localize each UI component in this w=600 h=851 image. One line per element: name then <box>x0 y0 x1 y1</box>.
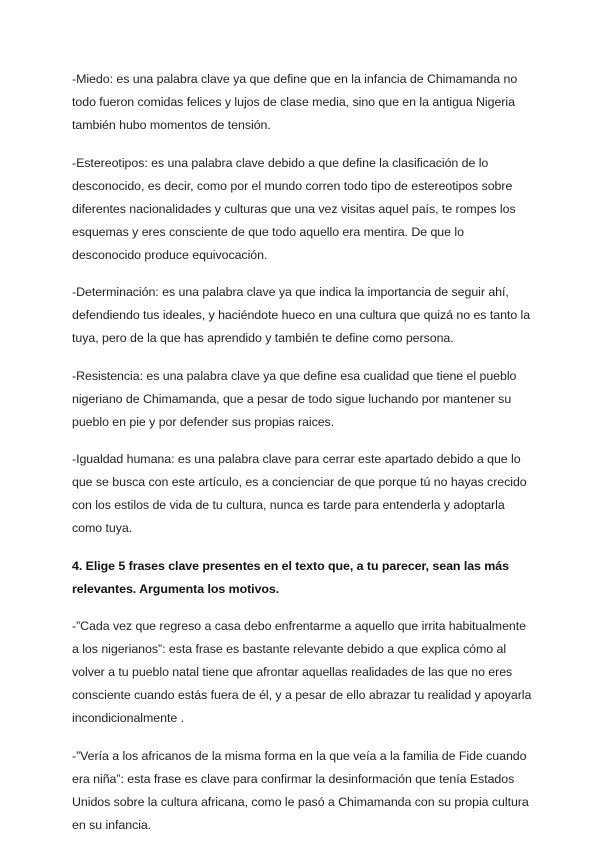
paragraph-resistencia: -Resistencia: es una palabra clave ya que define esa cualidad que tiene el pueblo nigeriano de Chimamanda, que a pesar de todo sigue luchando por mantener su pueblo en pie y por defender sus propias raices. <box>72 368 517 429</box>
paragraph-igualdad-humana: -Igualdad humana: es una palabra clave para cerrar este apartado debido a que lo que se busca con este artículo, es a concienciar de que porque tú no hayas crecido con los estilos de vida de tu cultura, nunca es tarde para entenderla y adoptarla como tuya. <box>72 452 527 535</box>
paragraph-miedo: -Miedo: es una palabra clave ya que define que en la infancia de Chimamanda no todo fueron comidas felices y lujos de clase media, sino que en la antigua Nigeria también hubo momentos de tensión. <box>72 72 518 132</box>
document-body <box>72 68 534 851</box>
paragraph-determinacion: -Determinación: es una palabra clave ya que indica la importancia de seguir ahí, defendiendo tus ideales, y haciéndote hueco en una cultura que quizá no es tanto la tuya, pero de la que has aprendido y también te define como persona. <box>72 285 531 345</box>
answer-paragraph-1: -”Cada vez que regreso a casa debo enfrentarme a aquello que irrita habitualmente a los nigerianos”: esta frase es bastante relevante debido a que explica cómo al volver a tu pueblo natal tiene que afrontar aquellas realidades de las que no eres consciente cuando estás fuera de él, y a pesar de ello abrazar tu realidad y apoyarla incondicionalmente . <box>72 619 532 725</box>
question-heading: 4. Elige 5 frases clave presentes en el texto que, a tu parecer, sean las más relevantes. Argumenta los motivos. <box>72 558 509 596</box>
answer-paragraph-2: -”Vería a los africanos de la misma forma en la que veía a la familia de Fide cuando era niña”: esta frase es clave para confirmar la desinformación que tenía Estados Unidos sobre la cultura africana, como le pasó a Chimamanda con su propia cultura en su infancia. <box>72 748 529 832</box>
paragraph-estereotipos: -Estereotipos: es una palabra clave debido a que define la clasificación de lo desconocido, es decir, como por el mundo corren todo tipo de estereotipos sobre diferentes nacionalidades y culturas que una vez visitas aquel país, te rompes los esquemas y eres consciente de que todo aquello era mentira. De que lo desconocido produce equivocación. <box>72 155 516 262</box>
